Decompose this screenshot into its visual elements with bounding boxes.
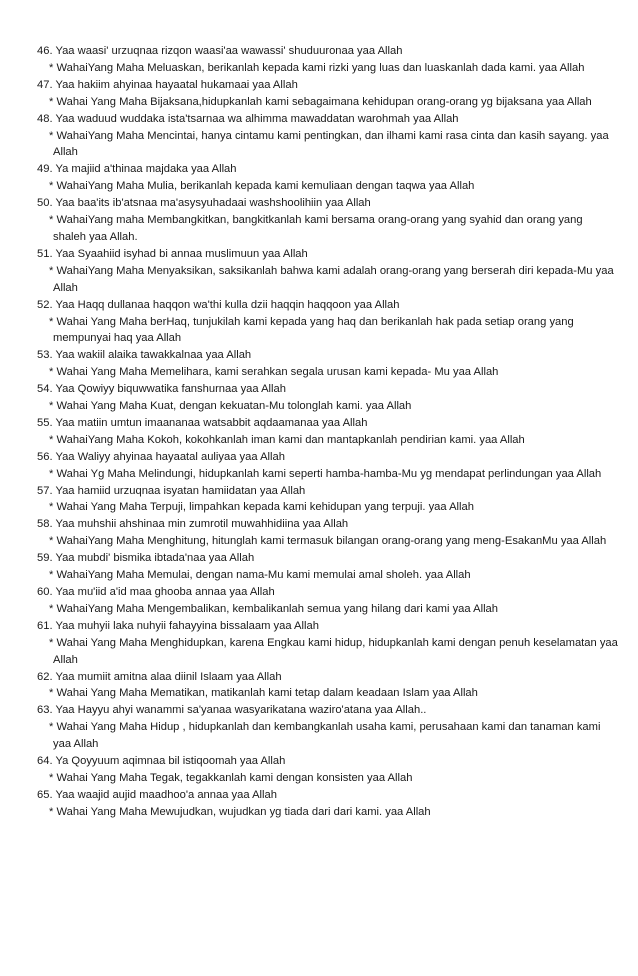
entry-title: 57. Yaa hamiid urzuqnaa isyatan hamiidatan yaa Allah [37, 484, 306, 497]
entry-title: 51. Yaa Syaahiid isyhad bi annaa muslimuun yaa Allah [37, 247, 308, 260]
entry-title: 54. Yaa Qowiyy biquwwatika fanshurnaa yaa Allah [37, 383, 286, 396]
entry-title: 63. Yaa Hayyu ahyi wanammi sa'yanaa wasyarikatana waziro'atana yaa Allah.. [37, 704, 427, 717]
list-item [37, 787, 618, 821]
entry-meaning: * Wahai Yang Maha Hidup , hidupkanlah dan kembangkanlah usaha kami, perusahaan kami dan tanaman kami yaa Allah [49, 721, 601, 751]
entry-meaning: * Wahai Yang Maha Terpuji, limpahkan kepada kami kehidupan yang terpuji. yaa Allah [49, 501, 474, 514]
list-item [37, 381, 618, 415]
list-item [37, 550, 618, 584]
list-item [37, 753, 618, 787]
list-item [37, 77, 618, 111]
list-item [37, 297, 618, 348]
entry-title: 52. Yaa Haqq dullanaa haqqon wa'thi kulla dzii haqqin haqqoon yaa Allah [37, 298, 400, 311]
entry-title: 58. Yaa muhshii ahshinaa min zumrotil muwahhidiina yaa Allah [37, 518, 349, 531]
entry-title: 50. Yaa baa'its ib'atsnaa ma'asysyuhadaai washshoolihiin yaa Allah [37, 197, 371, 210]
entry-title: 47. Yaa hakiim ahyinaa hayaatal hukamaai yaa Allah [37, 78, 298, 91]
entry-title: 64. Ya Qoyyuum aqimnaa bil istiqoomah yaa Allah [37, 755, 286, 768]
entry-meaning: * WahaiYang Maha Mencintai, hanya cintamu kami pentingkan, dan ilhami kami rasa cinta dan kasih sayang. yaa Allah [49, 129, 609, 159]
entry-title: 61. Yaa muhyii laka nuhyii fahayyina bissalaam yaa Allah [37, 619, 319, 632]
list-item [37, 195, 618, 246]
entry-meaning: * Wahai Yang Maha Kuat, dengan kekuatan-Mu tolonglah kami. yaa Allah [49, 400, 412, 413]
entry-meaning: * Wahai Yang Maha Mematikan, matikanlah kami tetap dalam keadaan Islam yaa Allah [49, 687, 478, 700]
entry-meaning: * WahaiYang Maha Menyaksikan, saksikanlah bahwa kami adalah orang-orang yang berserah diri kepada-Mu yaa Allah [49, 264, 614, 294]
entry-title: 48. Yaa waduud wuddaka ista'tsarnaa wa alhimma mawaddatan warohmah yaa Allah [37, 112, 459, 125]
entry-meaning: * WahaiYang Maha Kokoh, kokohkanlah iman kami dan mantapkanlah pendirian kami. yaa Allah [49, 433, 525, 446]
list-item [37, 415, 618, 449]
entry-title: 62. Yaa mumiit amitna alaa diinil Islaam yaa Allah [37, 670, 282, 683]
list-item [37, 111, 618, 162]
list-item [37, 516, 618, 550]
entry-title: 56. Yaa Waliyy ahyinaa hayaatal auliyaa yaa Allah [37, 450, 285, 463]
entry-title: 53. Yaa wakiil alaika tawakkalnaa yaa Allah [37, 349, 252, 362]
entry-title: 60. Yaa mu'iid a'id maa ghooba annaa yaa Allah [37, 586, 275, 598]
entry-meaning: * WahaiYang Maha Mulia, berikanlah kepada kami kemuliaan dengan taqwa yaa Allah [49, 180, 475, 193]
entry-meaning: * WahaiYang Maha Memulai, dengan nama-Mu kami memulai amal sholeh. yaa Allah [49, 569, 471, 582]
entry-title: 46. Yaa waasi' urzuqnaa rizqon waasi'aa wawassi' shuduuronaa yaa Allah [37, 45, 403, 57]
entry-title: 65. Yaa waajid aujid maadhoo'a annaa yaa Allah [37, 788, 277, 801]
list-item [37, 347, 618, 381]
entry-meaning: * Wahai Yang Maha Menghidupkan, karena Engkau kami hidup, hidupkanlah kami dengan penuh keselamatan yaa Allah [49, 636, 618, 666]
list-item [37, 161, 618, 195]
list-item [37, 449, 618, 483]
entry-meaning: * WahaiYang Maha Menghitung, hitunglah kami termasuk bilangan orang-orang yang meng-EsakanMu yaa Allah [49, 535, 607, 548]
entry-meaning: * WahaiYang Maha Meluaskan, berikanlah kepada kami rizki yang luas dan luaskanlah dada kami. yaa Allah [49, 61, 585, 74]
list-item [37, 618, 618, 669]
list-item [37, 584, 618, 618]
entry-meaning: * Wahai Yang Maha Memelihara, kami serahkan segala urusan kami kepada- Mu yaa Allah [49, 366, 499, 379]
list-item [37, 702, 618, 753]
list-item [37, 43, 618, 77]
entry-meaning: * Wahai Yang Maha Tegak, tegakkanlah kami dengan konsisten yaa Allah [49, 771, 413, 784]
list-item [37, 669, 618, 703]
entry-meaning: * WahaiYang maha Membangkitkan, bangkitkanlah kami bersama orang-orang yang syahid dan orang yang shaleh yaa Allah. [49, 214, 583, 243]
entry-title: 55. Yaa matiin umtun imaananaa watsabbit aqdaamanaa yaa Allah [37, 416, 368, 429]
entry-meaning: * Wahai Yg Maha Melindungi, hidupkanlah kami seperti hamba-hamba-Mu yg mendapat perlindungan yaa Allah [49, 467, 602, 480]
list-item [37, 483, 618, 517]
list-item [37, 246, 618, 297]
entry-meaning: * Wahai Yang Maha Bijaksana,hidupkanlah kami sebagaimana kehidupan orang-orang yg bijaksana yaa Allah [49, 95, 592, 108]
entry-list [37, 43, 618, 821]
entry-title: 49. Ya majiid a'thinaa majdaka yaa Allah [37, 163, 237, 176]
entry-meaning: * WahaiYang Maha Mengembalikan, kembalikanlah semua yang hilang dari kami yaa Allah [49, 602, 498, 615]
entry-meaning: * Wahai Yang Maha berHaq, tunjukilah kami kepada yang haq dan berikanlah hak pada setiap orang yang mempunyai haq yaa Allah [49, 315, 574, 345]
entry-title: 59. Yaa mubdi' bismika ibtada'naa yaa Allah [37, 552, 255, 565]
entry-meaning: * Wahai Yang Maha Mewujudkan, wujudkan yg tiada dari dari kami. yaa Allah [49, 805, 431, 818]
